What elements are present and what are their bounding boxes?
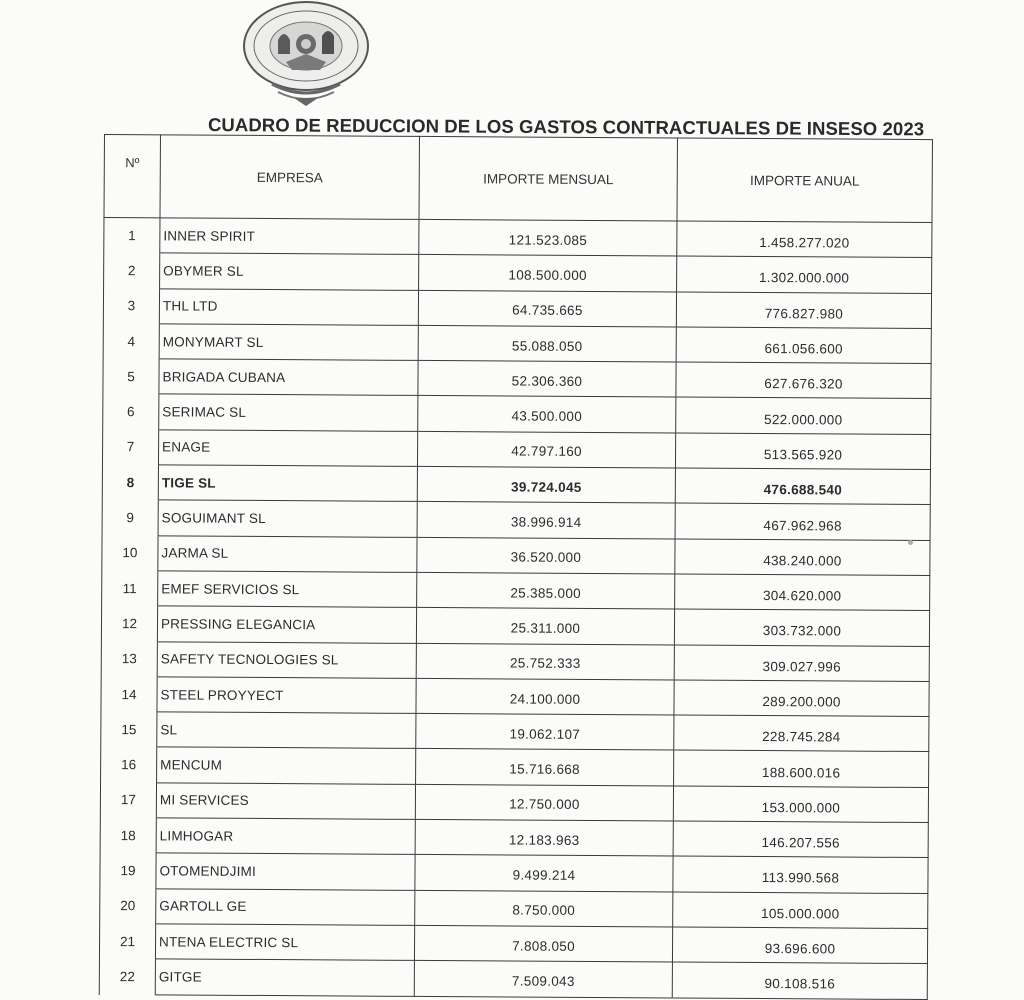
row-number: 5	[103, 359, 159, 395]
row-empresa: TIGE SL	[158, 465, 417, 502]
row-importe-anual: 476.688.540	[675, 468, 930, 505]
row-importe-anual: 1.458.277.020	[677, 221, 932, 258]
row-empresa: GITGE	[155, 959, 414, 996]
header-empresa: EMPRESA	[160, 135, 420, 220]
row-importe-mensual: 24.100.000	[416, 678, 674, 715]
row-number: 11	[102, 570, 158, 606]
row-empresa: OBYMER SL	[160, 253, 419, 290]
row-importe-anual: 90.108.516	[672, 962, 927, 999]
row-number: 9	[102, 500, 158, 536]
header-importe-mensual: IMPORTE MENSUAL	[419, 136, 678, 221]
row-importe-mensual: 55.088.050	[418, 325, 676, 362]
row-number: 1	[104, 218, 160, 254]
row-importe-anual: 513.565.920	[675, 433, 930, 470]
row-number: 10	[102, 535, 158, 571]
row-number: 17	[100, 782, 156, 818]
table-row	[102, 570, 930, 610]
row-empresa: NTENA ELECTRIC SL	[155, 924, 414, 961]
row-number: 16	[101, 747, 157, 783]
row-number: 19	[100, 853, 156, 889]
table-row	[101, 712, 929, 752]
row-importe-mensual: 64.735.665	[418, 290, 676, 327]
table-row	[103, 288, 931, 328]
table-row	[101, 606, 929, 646]
row-importe-anual: 467.962.968	[675, 503, 930, 540]
row-importe-anual: 188.600.016	[674, 750, 929, 787]
table-row	[102, 465, 930, 505]
row-importe-mensual: 42.797.160	[417, 431, 675, 468]
document-title: CUADRO DE REDUCCION DE LOS GASTOS CONTRACTUALES DE INSESO 2023	[207, 114, 925, 140]
row-importe-mensual: 19.062.107	[416, 714, 674, 751]
table-row	[102, 500, 930, 540]
table-row	[100, 888, 928, 928]
row-importe-mensual: 108.500.000	[419, 255, 677, 292]
table-row	[102, 429, 930, 469]
row-importe-mensual: 25.311.000	[416, 608, 674, 645]
row-number: 20	[100, 888, 156, 924]
row-importe-mensual: 7.808.050	[414, 925, 672, 962]
row-importe-mensual: 43.500.000	[418, 396, 676, 433]
row-empresa: SAFETY TECNOLOGIES SL	[157, 641, 416, 678]
header-number: Nº	[104, 135, 161, 218]
row-importe-anual: 228.745.284	[674, 715, 929, 752]
table-row	[99, 923, 927, 963]
row-empresa: SERIMAC SL	[159, 394, 418, 431]
row-number: 6	[103, 394, 159, 430]
table-row	[103, 359, 931, 399]
row-empresa: INNER SPIRIT	[160, 218, 419, 255]
row-importe-anual: 105.000.000	[673, 892, 928, 929]
row-empresa: JARMA SL	[158, 536, 417, 573]
paper-speck	[908, 540, 913, 545]
row-importe-mensual: 7.509.043	[414, 961, 672, 998]
row-importe-mensual: 52.306.360	[418, 361, 676, 398]
row-number: 12	[101, 606, 157, 642]
row-importe-mensual: 9.499.214	[415, 855, 673, 892]
row-empresa: OTOMENDJIMI	[156, 853, 415, 890]
row-empresa: MONYMART SL	[159, 324, 418, 361]
table-body	[99, 218, 932, 1000]
row-importe-mensual: 12.183.963	[415, 819, 673, 856]
expenses-table	[99, 134, 933, 1000]
row-empresa: MENCUM	[157, 747, 416, 784]
row-number: 15	[101, 712, 157, 748]
row-importe-anual: 303.732.000	[674, 609, 929, 646]
row-number: 3	[103, 288, 159, 324]
table-row	[103, 394, 931, 434]
row-empresa: STEEL PROYYECT	[157, 677, 416, 714]
row-empresa: LIMHOGAR	[156, 818, 415, 855]
table-row	[104, 218, 932, 258]
row-importe-mensual: 36.520.000	[417, 537, 675, 574]
row-empresa: SL	[157, 712, 416, 749]
row-importe-anual: 522.000.000	[676, 397, 931, 434]
row-importe-anual: 438.240.000	[675, 539, 930, 576]
row-empresa: MI SERVICES	[156, 783, 415, 820]
row-importe-anual: 1.302.000.000	[677, 256, 932, 293]
table-row	[101, 747, 929, 787]
row-importe-anual: 304.620.000	[675, 574, 930, 611]
row-importe-mensual: 8.750.000	[415, 890, 673, 927]
row-importe-mensual: 121.523.085	[419, 219, 677, 256]
row-importe-anual: 776.827.980	[676, 292, 931, 329]
expenses-table-container	[99, 134, 934, 1000]
row-number: 7	[102, 429, 158, 465]
table-row	[99, 959, 927, 999]
table-row	[101, 641, 929, 681]
row-importe-mensual: 12.750.000	[415, 784, 673, 821]
row-importe-anual: 146.207.556	[673, 821, 928, 858]
row-importe-mensual: 25.385.000	[417, 572, 675, 609]
table-row	[102, 535, 930, 575]
row-number: 13	[101, 641, 157, 677]
table-header-row	[104, 135, 932, 223]
row-importe-anual: 309.027.996	[674, 645, 929, 682]
row-importe-mensual: 38.996.914	[417, 502, 675, 539]
row-number: 18	[100, 818, 156, 854]
row-empresa: EMEF SERVICIOS SL	[158, 571, 417, 608]
row-empresa: THL LTD	[159, 288, 418, 325]
row-importe-mensual: 15.716.668	[416, 749, 674, 786]
table-row	[103, 323, 931, 363]
row-empresa: ENAGE	[158, 430, 417, 467]
row-empresa: BRIGADA CUBANA	[159, 359, 418, 396]
row-number: 22	[99, 959, 155, 995]
row-number: 2	[104, 253, 160, 289]
row-importe-anual: 661.056.600	[676, 327, 931, 364]
row-importe-anual: 153.000.000	[673, 786, 928, 823]
table-row	[100, 818, 928, 858]
row-empresa: GARTOLL GE	[156, 888, 415, 925]
row-number: 8	[102, 465, 158, 501]
row-empresa: PRESSING ELEGANCIA	[157, 606, 416, 643]
header-importe-anual: IMPORTE ANUAL	[677, 138, 933, 223]
row-importe-anual: 627.676.320	[676, 362, 931, 399]
row-importe-anual: 113.990.568	[673, 856, 928, 893]
row-number: 14	[101, 676, 157, 712]
table-row	[100, 853, 928, 893]
row-importe-anual: 289.200.000	[674, 680, 929, 717]
official-seal-logo	[238, 0, 374, 108]
row-importe-mensual: 39.724.045	[417, 466, 675, 503]
row-number: 21	[99, 923, 155, 959]
row-importe-anual: 93.696.600	[672, 927, 927, 964]
row-number: 4	[103, 323, 159, 359]
table-row	[100, 782, 928, 822]
table-row	[101, 676, 929, 716]
table-row	[104, 253, 932, 293]
row-importe-mensual: 25.752.333	[416, 643, 674, 680]
row-empresa: SOGUIMANT SL	[158, 500, 417, 537]
